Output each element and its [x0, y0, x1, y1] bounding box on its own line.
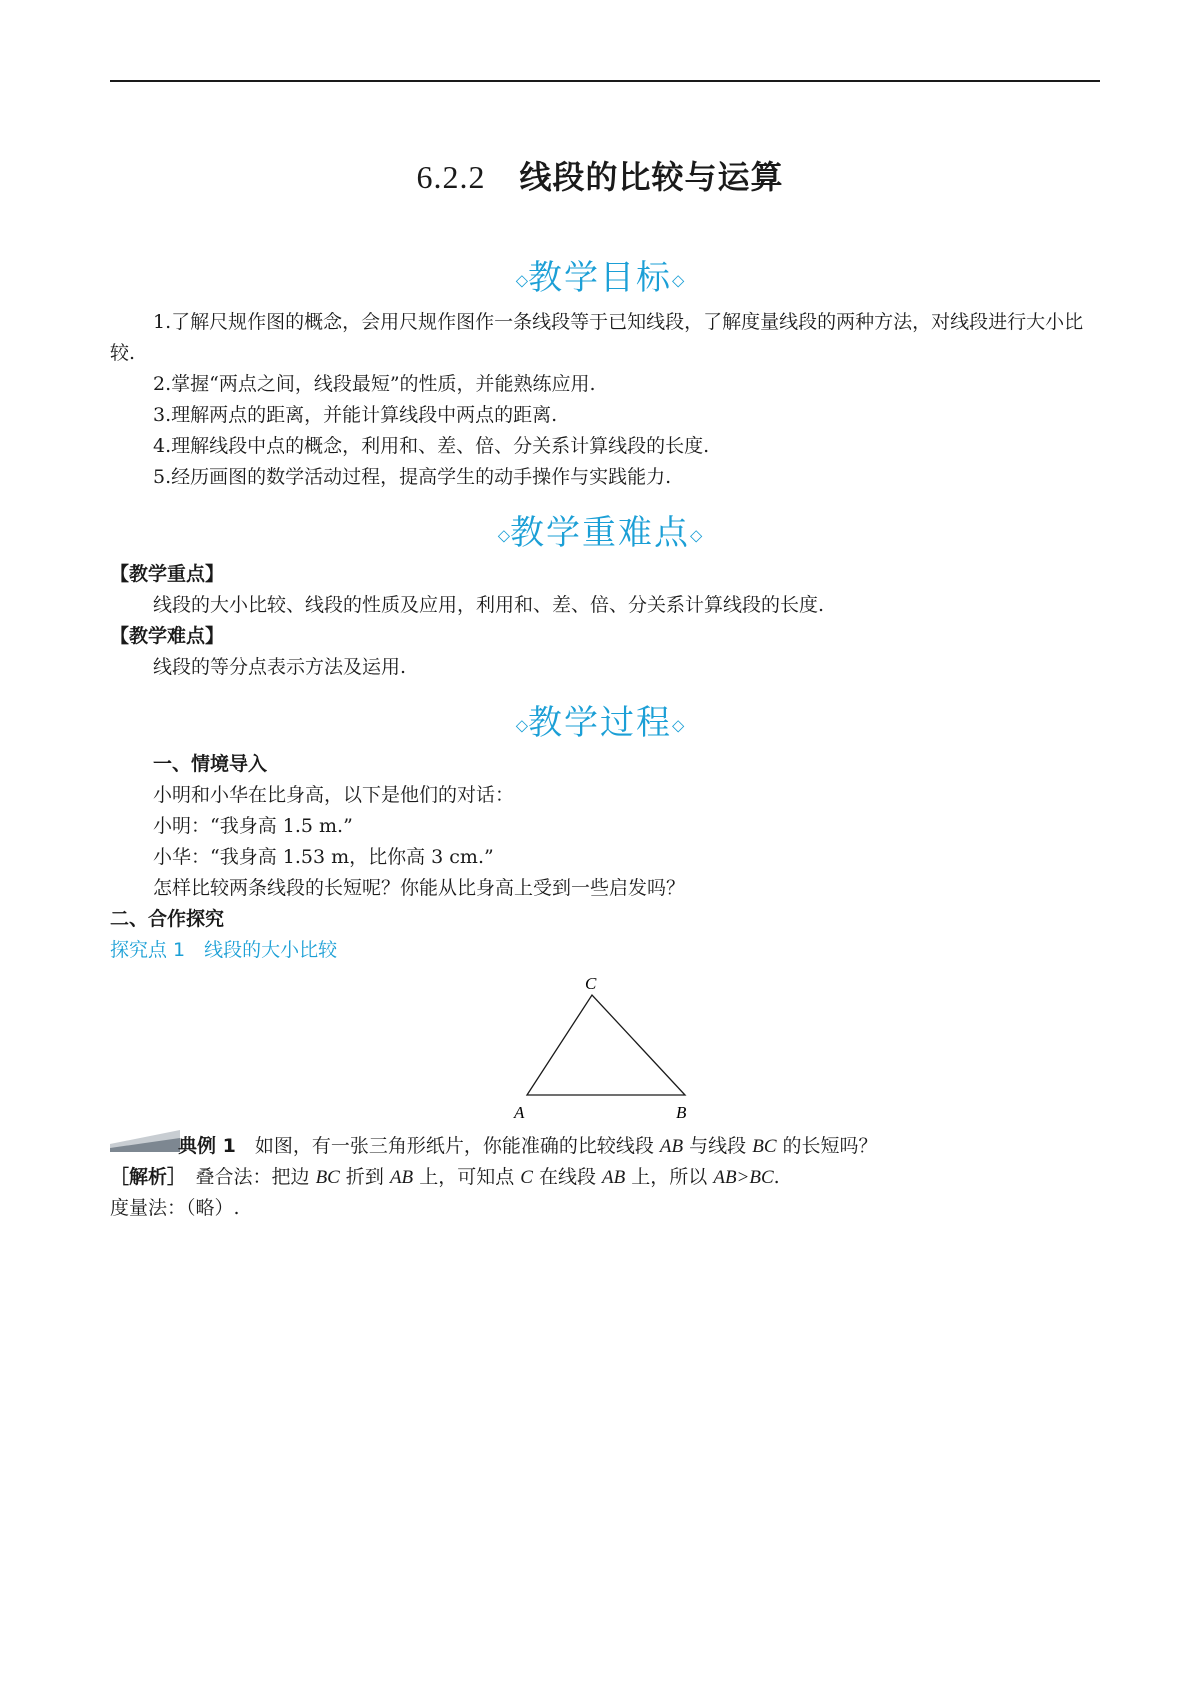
- example-1: 典例 1 如图，有一张三角形纸片，你能准确的比较线段 AB 与线段 BC 的长短吗？: [178, 1135, 878, 1157]
- objective-5: 5.经历画图的数学活动过程，提高学生的动手操作与实践能力.: [153, 466, 672, 488]
- diamond-icon: ◇: [515, 270, 528, 290]
- section-heading-objectives: ◇教学目标◇: [515, 258, 685, 298]
- part1-line-3: 小华：“我身高 1.53 m，比你高 3 cm.”: [153, 846, 494, 868]
- example-label: 典例 1: [178, 1135, 236, 1157]
- section-number: 6.2.2: [416, 159, 486, 195]
- diamond-icon: ◇: [672, 715, 685, 735]
- title-text: 线段的比较与运算: [519, 158, 784, 196]
- part1-title: 一、情境导入: [153, 753, 268, 775]
- label-a: A: [514, 1103, 525, 1122]
- objective-3: 3.理解两点的距离，并能计算线段中两点的距离.: [153, 404, 558, 426]
- diamond-icon: ◇: [690, 525, 703, 545]
- triangle-abc: [527, 995, 685, 1095]
- part1-line-4: 怎样比较两条线段的长短呢？你能从比身高上受到一些启发吗？: [153, 877, 686, 899]
- diamond-icon: ◇: [672, 270, 685, 290]
- objective-1: 1.了解尺规作图的概念，会用尺规作图作一条线段等于已知线段，了解度量线段的两种方法，对线段进行大小比较.: [110, 311, 1084, 364]
- part2-title: 二、合作探究: [110, 908, 225, 930]
- page-title: [0, 152, 1200, 198]
- triangle-figure: [510, 975, 710, 1125]
- objective-4: 4.理解线段中点的概念，利用和、差、倍、分关系计算线段的长度.: [153, 435, 710, 457]
- example-tag-icon: [110, 1130, 180, 1152]
- header-rule: [110, 80, 1100, 82]
- difficulty-text: 线段的等分点表示方法及运用.: [153, 656, 407, 678]
- measure-method: 度量法：（略）.: [110, 1197, 240, 1219]
- explore-point-1: 探究点 1 线段的大小比较: [110, 939, 338, 961]
- diamond-icon: ◇: [497, 525, 510, 545]
- objective-2: 2.掌握“两点之间，线段最短”的性质，并能熟练应用.: [153, 373, 596, 395]
- label-b: B: [676, 1103, 687, 1122]
- label-c: C: [585, 975, 597, 993]
- difficulty-label: 【教学难点】: [110, 625, 225, 647]
- analysis: ［解析］ 叠合法：把边 BC 折到 AB 上，可知点 C 在线段 AB 上，所以 AB>BC.: [110, 1166, 780, 1188]
- part1-line-1: 小明和小华在比身高，以下是他们的对话：: [153, 784, 515, 806]
- diamond-icon: ◇: [515, 715, 528, 735]
- key-text: 线段的大小比较、线段的性质及应用，利用和、差、倍、分关系计算线段的长度.: [153, 594, 825, 616]
- section-heading-keypoints: ◇教学重难点◇: [497, 513, 703, 553]
- part1-line-2: 小明：“我身高 1.5 m.”: [153, 815, 353, 837]
- key-label: 【教学重点】: [110, 563, 225, 585]
- analysis-label: ［解析］: [110, 1166, 177, 1188]
- section-heading-process: ◇教学过程◇: [515, 703, 685, 743]
